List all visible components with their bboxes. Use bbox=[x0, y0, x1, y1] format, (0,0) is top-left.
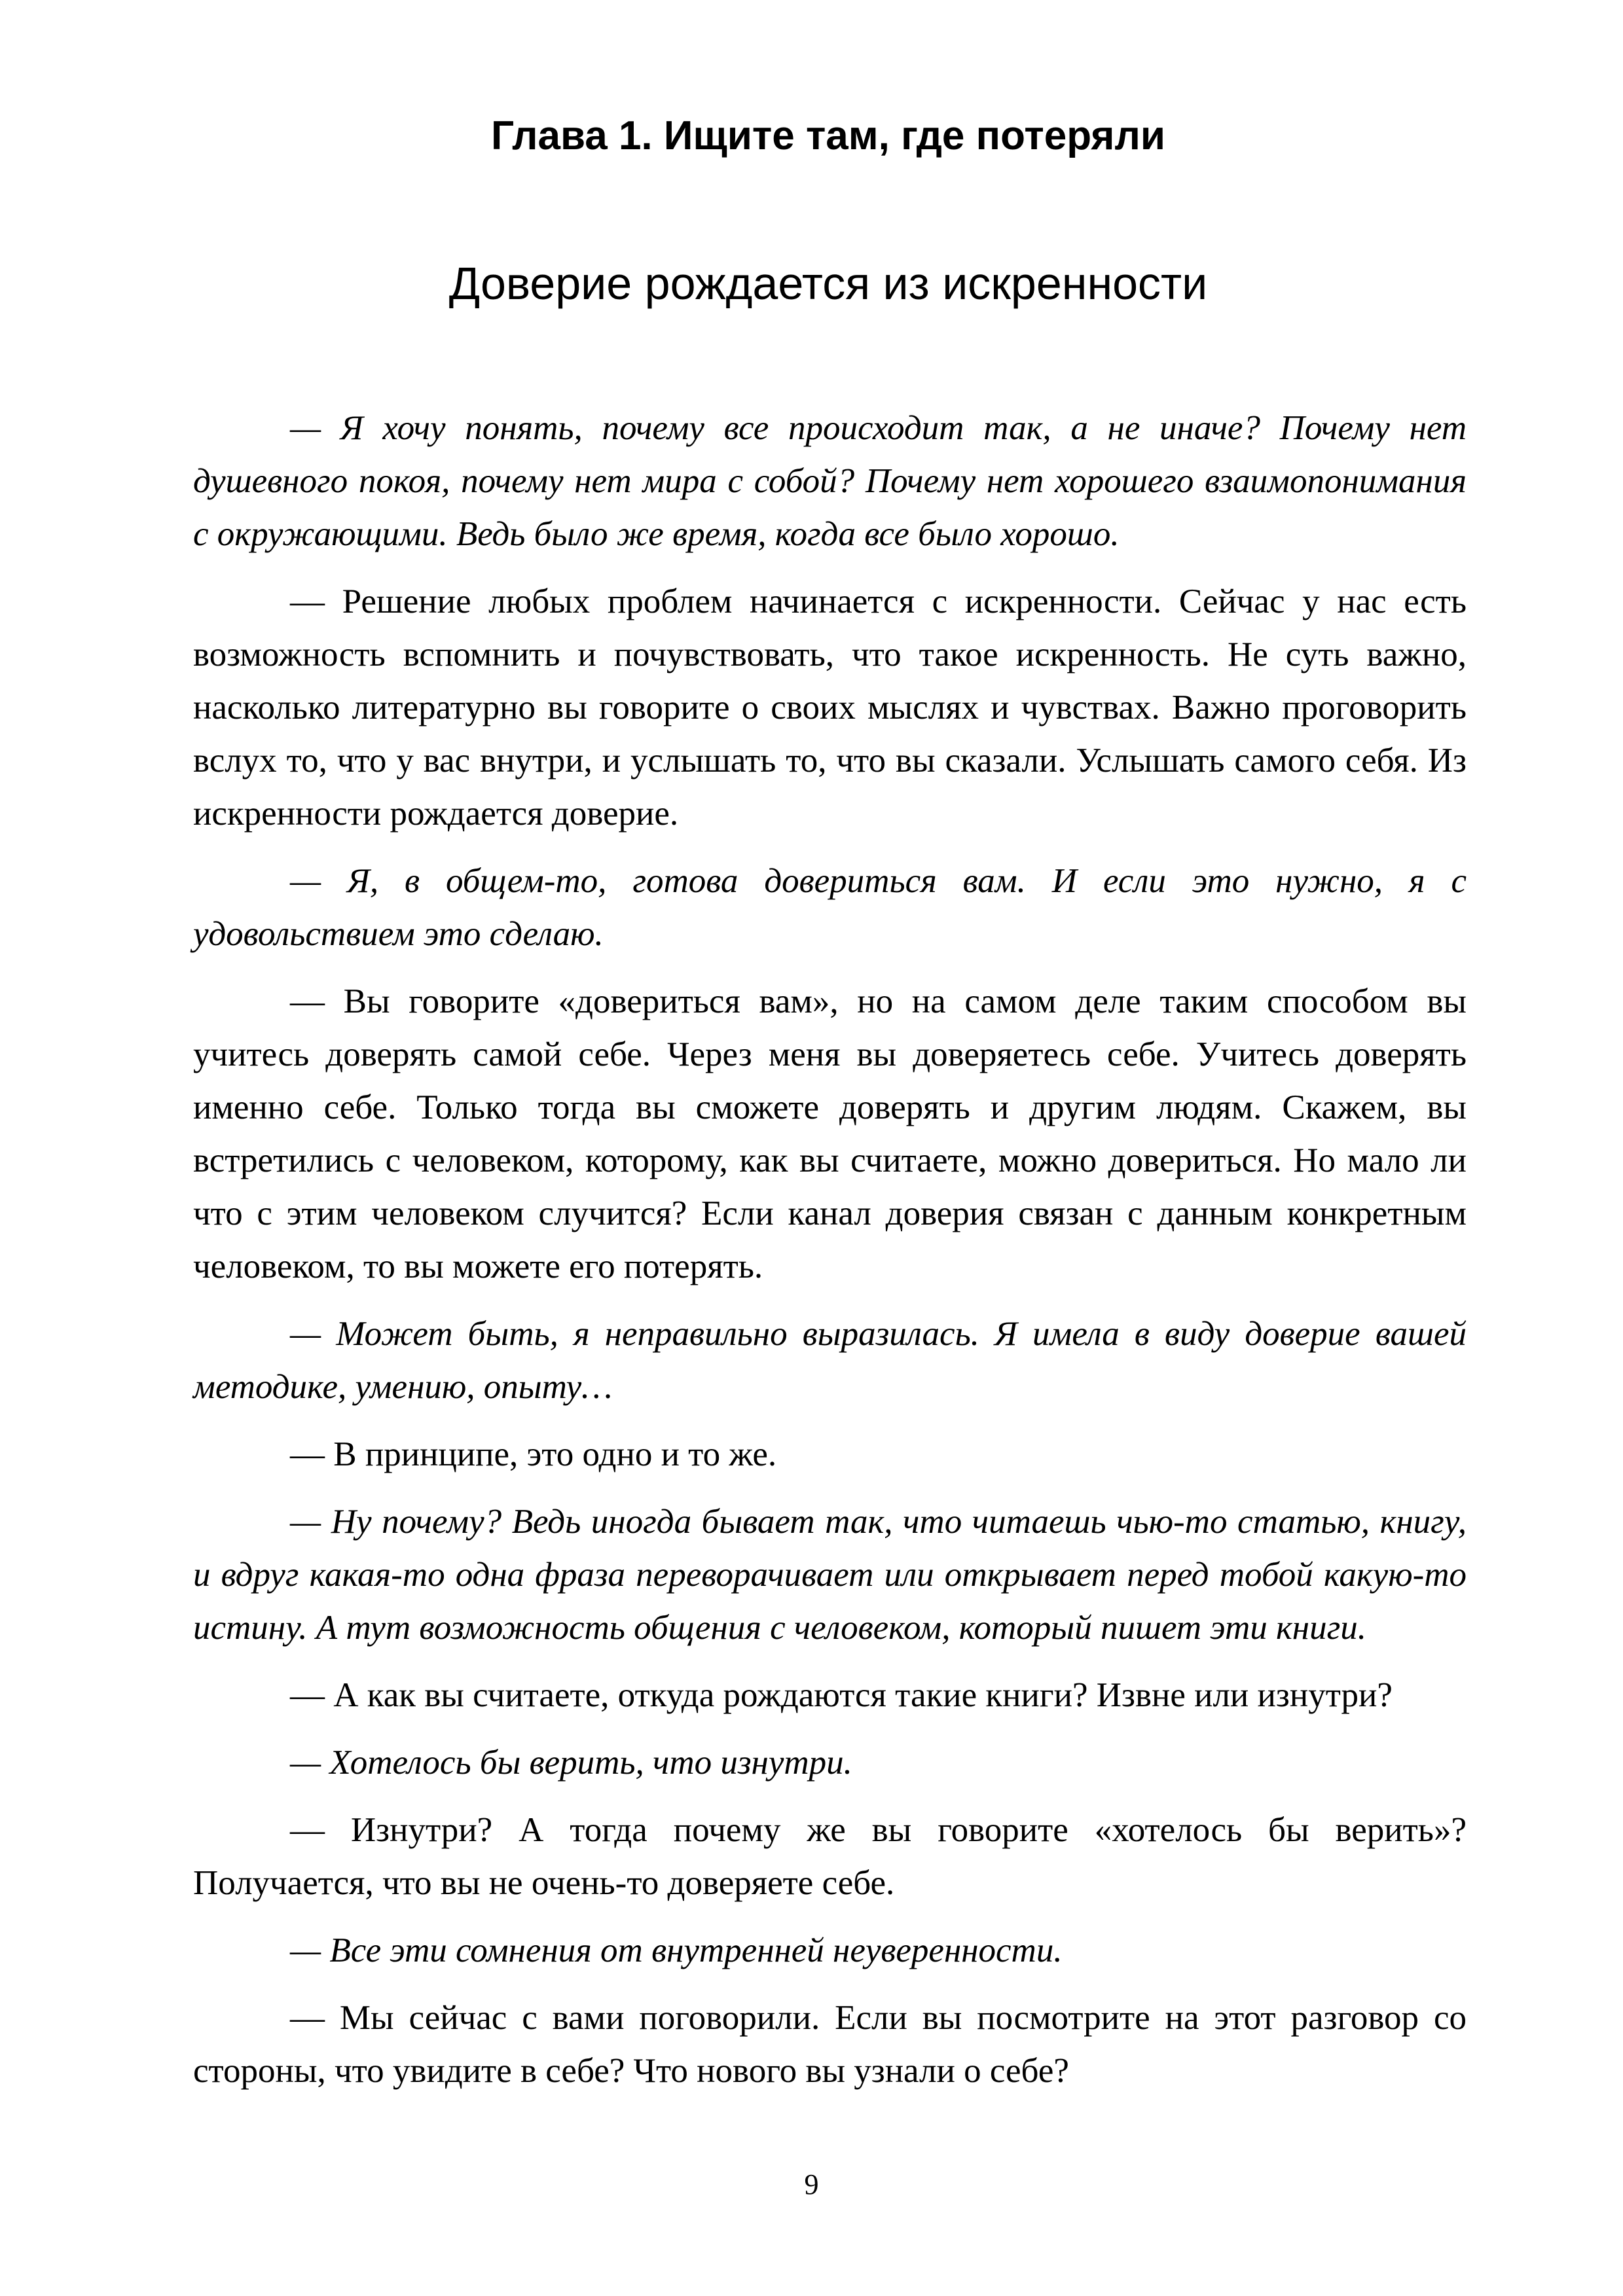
paragraph-answer: — Вы говорите «довериться вам», но на самом деле таким способом вы учитесь доверять самой себе. Через меня вы доверяетесь себе. Учитесь доверять именно себе. Только тогда вы сможете доверять и другим людям. Скажем, вы встретились с человеком, которому, как вы считаете, можно довериться. Но мало ли что с этим человеком случится? Если канал доверия связан с данным конкретным человеком, то вы можете его потерять. bbox=[193, 982, 1467, 1285]
paragraph-question: — Я хочу понять, почему все происходит так, а не иначе? Почему нет душевного покоя, почему нет мира с собой? Почему нет хорошего взаимопонимания с окружающими. Ведь было же время, когда все было хорошо. bbox=[193, 409, 1467, 553]
paragraph-answer: — Изнутри? А тогда почему же вы говорите «хотелось бы верить»? Получается, что вы не очень-то доверяете себе. bbox=[193, 1811, 1467, 1902]
paragraph-answer: — Мы сейчас с вами поговорили. Если вы посмотрите на этот разговор со стороны, что увидите в себе? Что нового вы узнали о себе? bbox=[193, 1999, 1467, 2090]
paragraph-question: — Все эти сомнения от внутренней неуверенности. bbox=[290, 1931, 1063, 1969]
paragraph-answer: — В принципе, это одно и то же. bbox=[290, 1435, 777, 1473]
paragraph-answer: — А как вы считаете, откуда рождаются такие книги? Извне или изнутри? bbox=[290, 1676, 1393, 1714]
chapter-title: Глава 1. Ищите там, где потеряли bbox=[491, 113, 1165, 158]
section-title: Доверие рождается из искренности bbox=[448, 258, 1208, 309]
paragraph-question: — Может быть, я неправильно выразилась. Я имела в виду доверие вашей методике, умению, опыту… bbox=[193, 1315, 1467, 1406]
paragraph-question: — Хотелось бы верить, что изнутри. bbox=[290, 1744, 852, 1782]
dialogue-text bbox=[193, 402, 1467, 2112]
paragraph-answer: — Решение любых проблем начинается с искренности. Сейчас у нас есть возможность вспомнить и почувствовать, что такое искренность. Не суть важно, насколько литературно вы говорите о своих мыслях и чувствах. Важно проговорить вслух то, что у вас внутри, и услышать то, что вы сказали. Услышать самого себя. Из искренности рождается доверие. bbox=[193, 583, 1467, 833]
page-number: 9 bbox=[804, 2168, 819, 2200]
paragraph-question: — Ну почему? Ведь иногда бывает так, что читаешь чью-то статью, книгу, и вдруг какая-то одна фраза переворачивает или открывает перед тобой какую-то истину. А тут возможность общения с человеком, который пишет эти книги. bbox=[193, 1503, 1467, 1647]
paragraph-question: — Я, в общем-то, готова довериться вам. И если это нужно, я с удовольствием это сделаю. bbox=[193, 862, 1467, 953]
